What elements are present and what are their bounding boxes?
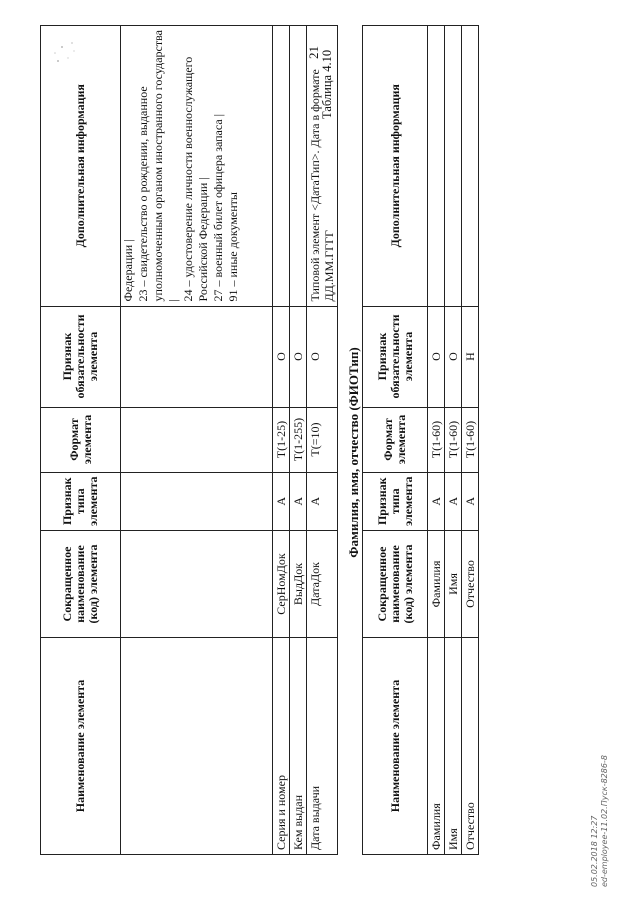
document-table-continued	[40, 25, 338, 855]
info-line: 23 – свидетельство о рождении, выданное уполномоченным органом иностранного государства |	[136, 30, 180, 302]
info-line: Федерации |	[121, 239, 135, 302]
print-stamp: 05.02.2018 12:27 ed-employee-11.02.Пуск-8286-8	[590, 755, 609, 887]
table-row: Фамилия Фамилия А T(1-60) О	[428, 26, 445, 855]
fio-table	[362, 25, 479, 855]
header-required: Признак обязательности элемента	[41, 306, 121, 407]
table-header-row	[363, 26, 428, 855]
table-row: Имя Имя А T(1-60) О	[445, 26, 462, 855]
header-type: Признак типа элемента	[41, 472, 121, 530]
header-info: Дополнительная информация	[41, 26, 121, 307]
header-code: Сокращенное наименование (код) элемента	[363, 531, 428, 638]
header-name: Наименование элемента	[363, 638, 428, 855]
header-format: Формат элемента	[363, 407, 428, 472]
table-row: Кем выдан ВыдДок А T(1-255) О	[290, 26, 307, 855]
header-info: Дополнительная информация	[363, 26, 428, 307]
header-code: Сокращенное наименование (код) элемента	[41, 531, 121, 638]
header-name: Наименование элемента	[41, 638, 121, 855]
info-line: 27 – военный билет офицера запаса |	[211, 113, 225, 302]
table-row: Дата выдачи ДатаДок А T(=10) О Типовой элемент <ДатаТип>. Дата в формате ДД.ММ.ГГГГ	[307, 26, 338, 855]
table-row: Отчество Отчество А T(1-60) Н	[462, 26, 479, 855]
table-row: Серия и номер СерНомДок А T(1-25) О	[273, 26, 290, 855]
page-number: 21	[306, 46, 321, 59]
table-header-row	[41, 26, 121, 855]
continued-info-cell	[121, 26, 273, 307]
info-line: 24 – удостоверение личности военнослужащего Российской Федерации |	[181, 56, 210, 302]
info-line: 91 – иные документы	[226, 192, 240, 302]
table-row-continuation	[121, 26, 273, 855]
table-title: Фамилия, имя, отчество (ФИОТип)	[346, 347, 361, 558]
header-format: Формат элемента	[41, 407, 121, 472]
header-type: Признак типа элемента	[363, 472, 428, 530]
header-required: Признак обязательности элемента	[363, 306, 428, 407]
table-caption: Таблица 4.10	[320, 49, 334, 119]
